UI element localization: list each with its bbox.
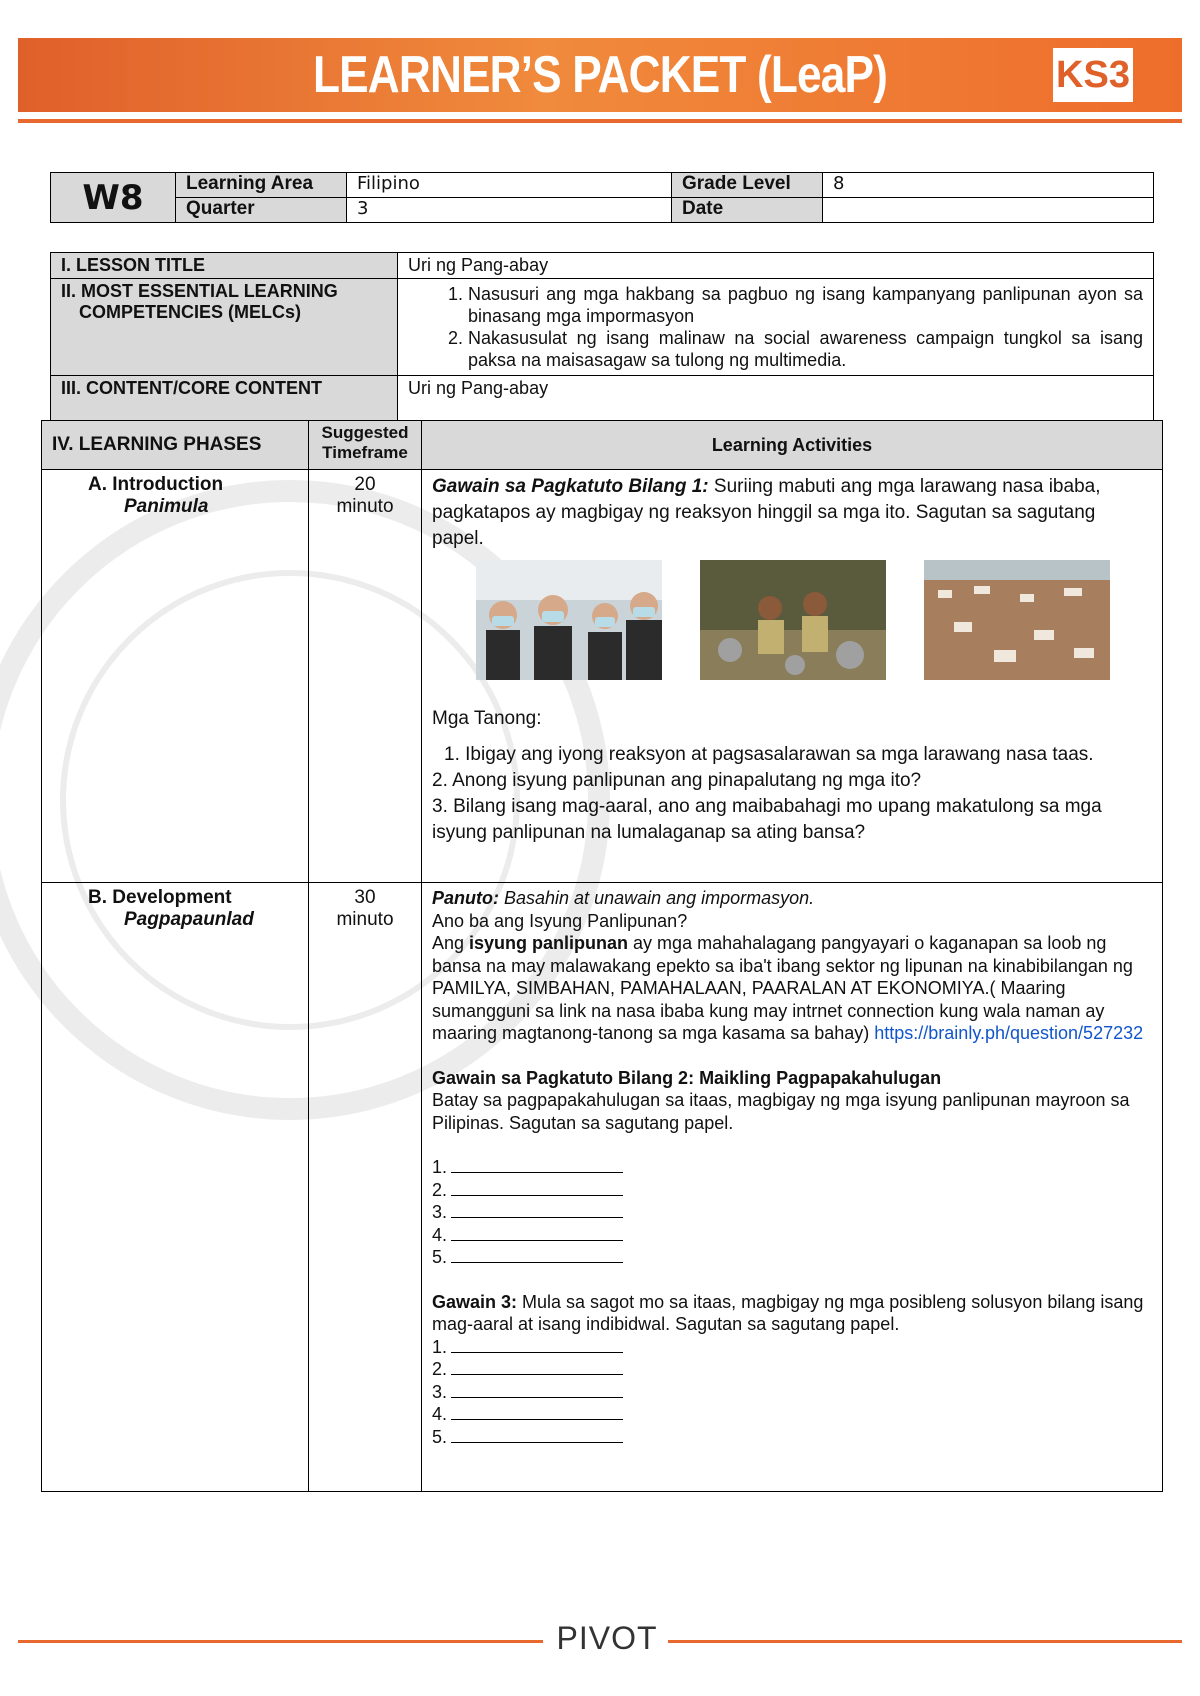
definition-prefix: Ang bbox=[432, 933, 470, 953]
intro-activity-label: Gawain sa Pagkatuto Bilang 1: bbox=[432, 476, 709, 497]
intro-image-row bbox=[476, 560, 1152, 680]
melc-label-line2: COMPETENCIES (MELCs) bbox=[79, 302, 302, 322]
answer-line bbox=[432, 1246, 1152, 1269]
content-label: III. CONTENT/CORE CONTENT bbox=[51, 376, 398, 423]
answer-line bbox=[432, 1179, 1152, 1202]
reference-link[interactable]: https://brainly.ph/question/527232 bbox=[874, 1023, 1144, 1043]
answer-blank[interactable] bbox=[451, 1201, 623, 1218]
flood-image bbox=[924, 560, 1110, 680]
dev-time: 30 bbox=[354, 887, 376, 908]
answer-number: 5. bbox=[432, 1426, 448, 1447]
dev-time-unit: minuto bbox=[336, 909, 394, 930]
melc-label bbox=[51, 279, 398, 376]
header-info-table bbox=[50, 172, 1154, 223]
panuto-text: Basahin at unawain ang impormasyon. bbox=[499, 888, 815, 908]
answer-blank[interactable] bbox=[451, 1403, 623, 1420]
quarter-label: Quarter bbox=[176, 198, 347, 223]
gawain3-text: Mula sa sagot mo sa itaas, magbigay ng mga posibleng solusyon bilang isang mag-aaral at isang indibidwal. Sagutan sa sagutang papel. bbox=[432, 1291, 1144, 1334]
dev-activities-cell bbox=[422, 883, 1163, 1492]
answer-line bbox=[432, 1403, 1152, 1426]
answer-number: 5. bbox=[432, 1247, 448, 1267]
learning-phases-table bbox=[41, 420, 1163, 1492]
lesson-title-value: Uri ng Pang-abay bbox=[398, 253, 1154, 279]
banner-divider bbox=[18, 119, 1182, 123]
phases-header-activities: Learning Activities bbox=[422, 421, 1163, 470]
garbage-children-image bbox=[700, 560, 886, 680]
dev-time-cell bbox=[309, 883, 422, 1492]
week-label: W8 bbox=[51, 173, 176, 223]
answer-blank[interactable] bbox=[451, 1358, 623, 1375]
answer-blank[interactable] bbox=[451, 1426, 623, 1443]
gawain3-paragraph bbox=[432, 1291, 1152, 1336]
learning-area-value: Filipino bbox=[347, 173, 672, 198]
date-value bbox=[823, 198, 1154, 223]
melc-list-cell bbox=[398, 279, 1154, 376]
answer-blank[interactable] bbox=[451, 1179, 623, 1196]
melc-item: 2. Nakasusulat ng isang malinaw na social awareness campaign tungkol sa isang paksa na maisasagaw sa tulong ng multimedia. bbox=[468, 327, 1143, 371]
answer-number: 4. bbox=[432, 1404, 448, 1424]
dev-question: Ano ba ang Isyung Panlipunan? bbox=[432, 910, 688, 931]
intro-subtitle: Panimula bbox=[124, 496, 209, 517]
answer-number: 3. bbox=[432, 1381, 448, 1402]
definition-paragraph bbox=[432, 932, 1152, 1045]
answer-number: 2. bbox=[432, 1359, 448, 1379]
gawain2-label: Gawain sa Pagkatuto Bilang 2: Maikling Pagpapakahulugan bbox=[432, 1067, 942, 1088]
question-item: 3. Bilang isang mag-aaral, ano ang maibabahagi mo upang makatulong sa mga isyung panlipunan na lumalaganap sa ating bansa? bbox=[432, 796, 1102, 843]
answer-blank[interactable] bbox=[451, 1156, 623, 1173]
panuto-paragraph bbox=[432, 887, 1152, 910]
intro-phase-cell bbox=[42, 470, 309, 883]
dev-subtitle: Pagpapaunlad bbox=[124, 909, 254, 930]
answer-number: 4. bbox=[432, 1224, 448, 1245]
gawain3-label: Gawain 3: bbox=[432, 1291, 518, 1312]
pivot-logo: PIVOT bbox=[556, 1620, 658, 1656]
intro-time-cell bbox=[309, 470, 422, 883]
dev-title: B. Development bbox=[88, 887, 232, 908]
grade-level-label: Grade Level bbox=[672, 173, 823, 198]
answer-line bbox=[432, 1381, 1152, 1404]
quarter-value: 3 bbox=[347, 198, 672, 223]
questions-label: Mga Tanong: bbox=[432, 708, 542, 729]
answer-line bbox=[432, 1426, 1152, 1449]
content-value: Uri ng Pang-abay bbox=[398, 376, 1154, 423]
learning-area-label: Learning Area bbox=[176, 173, 347, 198]
melc-item: 1. Nasusuri ang mga hakbang sa pagbuo ng isang kampanyang panlipunan ayon sa binasang mga impormasyon bbox=[468, 283, 1143, 327]
gawain2-answer-list bbox=[432, 1156, 1152, 1269]
gawain2-text: Batay sa pagpapakahulugan sa itaas, magbigay ng mga isyung panlipunan mayroon sa Pilipinas. Sagutan sa sagutang papel. bbox=[432, 1090, 1130, 1133]
ks-badge: KS3 bbox=[1053, 48, 1133, 102]
answer-number: 1. bbox=[432, 1157, 448, 1177]
answer-line bbox=[432, 1156, 1152, 1179]
answer-blank[interactable] bbox=[451, 1224, 623, 1241]
answer-blank[interactable] bbox=[451, 1246, 623, 1263]
answer-line bbox=[432, 1224, 1152, 1247]
intro-activity-paragraph bbox=[432, 474, 1152, 552]
footer-line-left bbox=[18, 1640, 543, 1643]
answer-line bbox=[432, 1201, 1152, 1224]
grade-level-value: 8 bbox=[823, 173, 1154, 198]
banner-title: LEARNER’S PACKET (LeaP) bbox=[313, 46, 887, 104]
panuto-label: Panuto: bbox=[432, 888, 499, 908]
gawain3-answer-list bbox=[432, 1336, 1152, 1449]
phases-header-phase: IV. LEARNING PHASES bbox=[42, 421, 309, 470]
definition-text: ay mga mahahalagang pangyayari o kaganapan sa loob ng bansa na may malawakang epekto sa iba't ibang sektor ng lipunan na kinabibilangan ng PAMILYA, SIMBAHAN, PAMAHALAAN, PAARALAN AT EKONOMIYA.( Maaring sumangguni sa link na nasa ibaba kung may intrnet connection kung wala naman ay maaring magtanong-tanong sa mga kasama sa bahay) bbox=[432, 933, 1133, 1043]
intro-activities-cell bbox=[422, 470, 1163, 883]
question-item: 2. Anong isyung panlipunan ang pinapalutang ng mga ito? bbox=[432, 770, 922, 791]
answer-number: 1. bbox=[432, 1336, 448, 1357]
lesson-info-table bbox=[50, 252, 1154, 423]
answer-blank[interactable] bbox=[451, 1381, 623, 1398]
phases-header-time: Suggested Timeframe bbox=[309, 421, 422, 470]
dev-phase-cell bbox=[42, 883, 309, 1492]
intro-activity-text: Suriing mabuti ang mga larawang nasa ibaba, pagkatapos ay magbigay ng reaksyon hinggil sa mga ito. Sagutan sa sagutang papel. bbox=[432, 476, 1101, 549]
footer-line-right bbox=[668, 1640, 1182, 1643]
definition-term: isyung panlipunan bbox=[469, 933, 629, 953]
melc-label-line1: II. MOST ESSENTIAL LEARNING bbox=[61, 281, 338, 301]
answer-number: 3. bbox=[432, 1202, 448, 1222]
melc-list bbox=[408, 283, 1143, 371]
masked-crowd-image bbox=[476, 560, 662, 680]
answer-line bbox=[432, 1358, 1152, 1381]
question-item: 1. Ibigay ang iyong reaksyon at pagsasalarawan sa mga larawang nasa taas. bbox=[444, 744, 1094, 765]
intro-time: 20 bbox=[354, 474, 376, 495]
date-label: Date bbox=[672, 198, 823, 223]
intro-time-unit: minuto bbox=[336, 496, 394, 517]
answer-line bbox=[432, 1336, 1152, 1359]
intro-title: A. Introduction bbox=[88, 474, 224, 495]
answer-blank[interactable] bbox=[451, 1336, 623, 1353]
answer-number: 2. bbox=[432, 1179, 448, 1200]
lesson-title-label: I. LESSON TITLE bbox=[51, 253, 398, 279]
